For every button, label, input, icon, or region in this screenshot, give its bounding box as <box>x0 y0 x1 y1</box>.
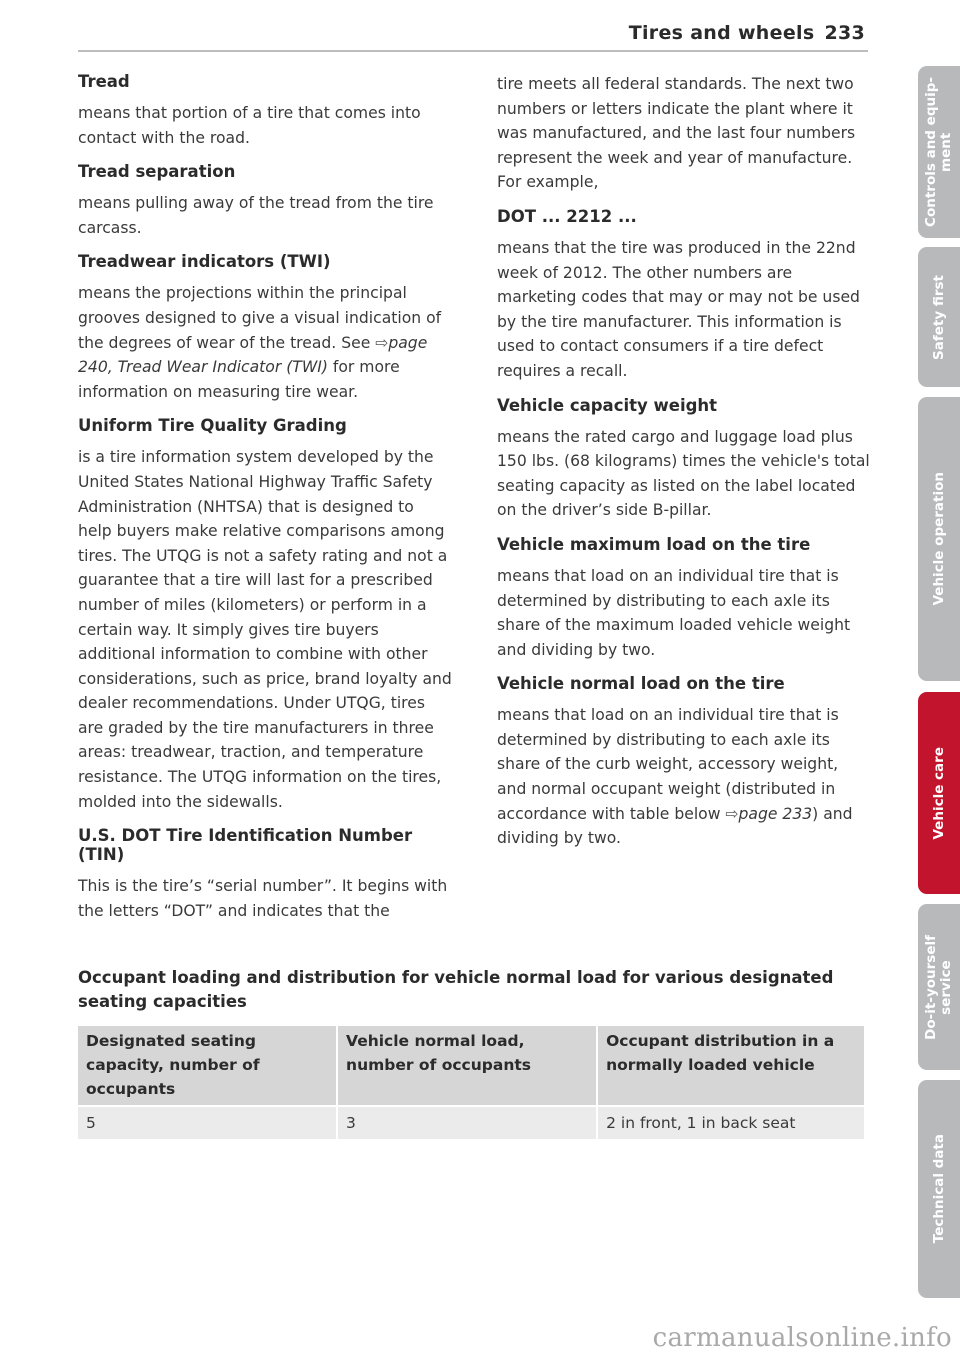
left-column <box>78 72 452 935</box>
definition-utqg <box>78 416 452 814</box>
table-cell: 3 <box>338 1105 596 1139</box>
definition-text: is a tire information system developed by the United States National Highway Traffic Safety Administration (NHTSA) that is designed to help buyers make relative comparisons among tires. The UTQG is not a safety rating and not a guarantee that a tire will last for a prescribed number of miles (kilometers) or perform in a certain way. It simply gives tire buyers additional information to combine with other considerations, such as price, brand loyalty and dealer recommendations. Under UTQG, tires are graded by the tire manufacturers in three areas: treadwear, traction, and temperature resistance. The UTQG information on the tires, molded into the sidewalls. <box>78 448 452 811</box>
definition-vehicle-maximum-load <box>497 535 871 662</box>
term-heading: Vehicle normal load on the tire <box>497 674 785 694</box>
definition-text: means that the tire was produced in the 22nd week of 2012. The other numbers are marketing codes that may or may not be used by the tire manufacturer. This information is used to contact consumers if a tire defect requires a recall. <box>497 238 860 380</box>
page-number: 233 <box>824 22 865 44</box>
table-header-cell: Occupant distribution in a normally loaded vehicle <box>598 1026 864 1105</box>
term-heading: U.S. DOT Tire Identification Number (TIN) <box>78 826 413 865</box>
tab-label: Do-it-yourself service <box>923 934 954 1040</box>
tab-label: Controls and equip- ment <box>923 77 954 227</box>
header-rule <box>78 50 868 52</box>
reference-arrow-icon: ⇨ <box>375 333 389 352</box>
tab-label: Vehicle operation <box>930 472 947 606</box>
dot-example-code: DOT ... 2212 ... <box>497 206 637 226</box>
definition-dot-tin <box>78 826 452 923</box>
table-cell: 5 <box>78 1105 336 1139</box>
table-header-cell: Vehicle normal load, number of occupants <box>338 1026 596 1105</box>
definition-text: means that portion of a tire that comes into contact with the road. <box>78 104 421 147</box>
definition-text: tire meets all federal standards. The next two numbers or letters indicate the plant where it was manufactured, and the last four numbers represent the week and year of manufacture. For example, <box>497 75 856 192</box>
definition-text: means the projections within the principal grooves designed to give a visual indication of the degrees of wear of the tread. See ⇨page 240, Tread Wear Indicator (TWI) for more information on measuring tire wear. <box>78 284 442 401</box>
definition-text: means the rated cargo and luggage load plus 150 lbs. (68 kilograms) times the vehicle's total seating capacity as listed on the label located on the driver’s side B-pillar. <box>497 427 870 520</box>
definition-tread <box>78 72 452 150</box>
occupant-loading-section <box>78 966 868 1139</box>
occupant-loading-table <box>76 1026 866 1139</box>
definition-text: means pulling away of the tread from the tire carcass. <box>78 194 434 237</box>
dot-example <box>497 207 871 384</box>
watermark: carmanualsonline.info <box>652 1323 952 1353</box>
definition-treadwear-indicators <box>78 252 452 404</box>
definition-text: means that load on an individual tire that is determined by distributing to each axle its share of the curb weight, accessory weight, and normal occupant weight (distributed in accordance with table below ⇨page 233) and dividing by two. <box>497 706 853 848</box>
tab-vehicle-care[interactable] <box>918 692 960 894</box>
definition-text: This is the tire’s “serial number”. It begins with the letters “DOT” and indicates that the <box>78 877 448 920</box>
term-heading: Tread <box>78 72 130 91</box>
term-heading: Vehicle maximum load on the tire <box>497 534 811 554</box>
definition-vehicle-capacity-weight <box>497 396 871 523</box>
page-reference-link[interactable]: page 240, Tread Wear Indicator (TWI) <box>78 333 428 377</box>
tab-vehicle-operation[interactable] <box>918 397 960 681</box>
tab-label: Vehicle care <box>930 746 947 840</box>
definition-vehicle-normal-load <box>497 674 871 851</box>
term-heading: Vehicle capacity weight <box>497 395 718 415</box>
section-title: Tires and wheels <box>628 22 815 44</box>
tab-controls-and-equipment[interactable] <box>918 66 960 238</box>
dot-tin-continuation <box>497 72 871 195</box>
table-header-row <box>78 1026 864 1105</box>
definition-tread-separation <box>78 162 452 240</box>
header <box>560 22 865 44</box>
chapter-tabs <box>918 0 960 1361</box>
page-reference-link[interactable]: page 233 <box>738 804 813 823</box>
tab-label: Safety first <box>930 274 947 360</box>
right-column <box>497 72 871 863</box>
table-cell: 2 in front, 1 in back seat <box>598 1105 864 1139</box>
tab-do-it-yourself-service[interactable] <box>918 904 960 1070</box>
tab-safety-first[interactable] <box>918 247 960 387</box>
table-header-cell: Designated seating capacity, number of occupants <box>78 1026 336 1105</box>
table-row <box>78 1105 864 1139</box>
definition-text: means that load on an individual tire that is determined by distributing to each axle its share of the maximum loaded vehicle weight and dividing by two. <box>497 566 851 659</box>
reference-arrow-icon: ⇨ <box>725 804 739 823</box>
term-heading: Uniform Tire Quality Grading <box>78 416 347 436</box>
term-heading: Tread separation <box>78 162 236 182</box>
tab-label: Technical data <box>930 1134 947 1244</box>
tab-technical-data[interactable] <box>918 1080 960 1298</box>
term-heading: Treadwear indicators (TWI) <box>78 252 331 272</box>
table-title: Occupant loading and distribution for vehicle normal load for various designated seating capacities <box>78 968 834 1011</box>
